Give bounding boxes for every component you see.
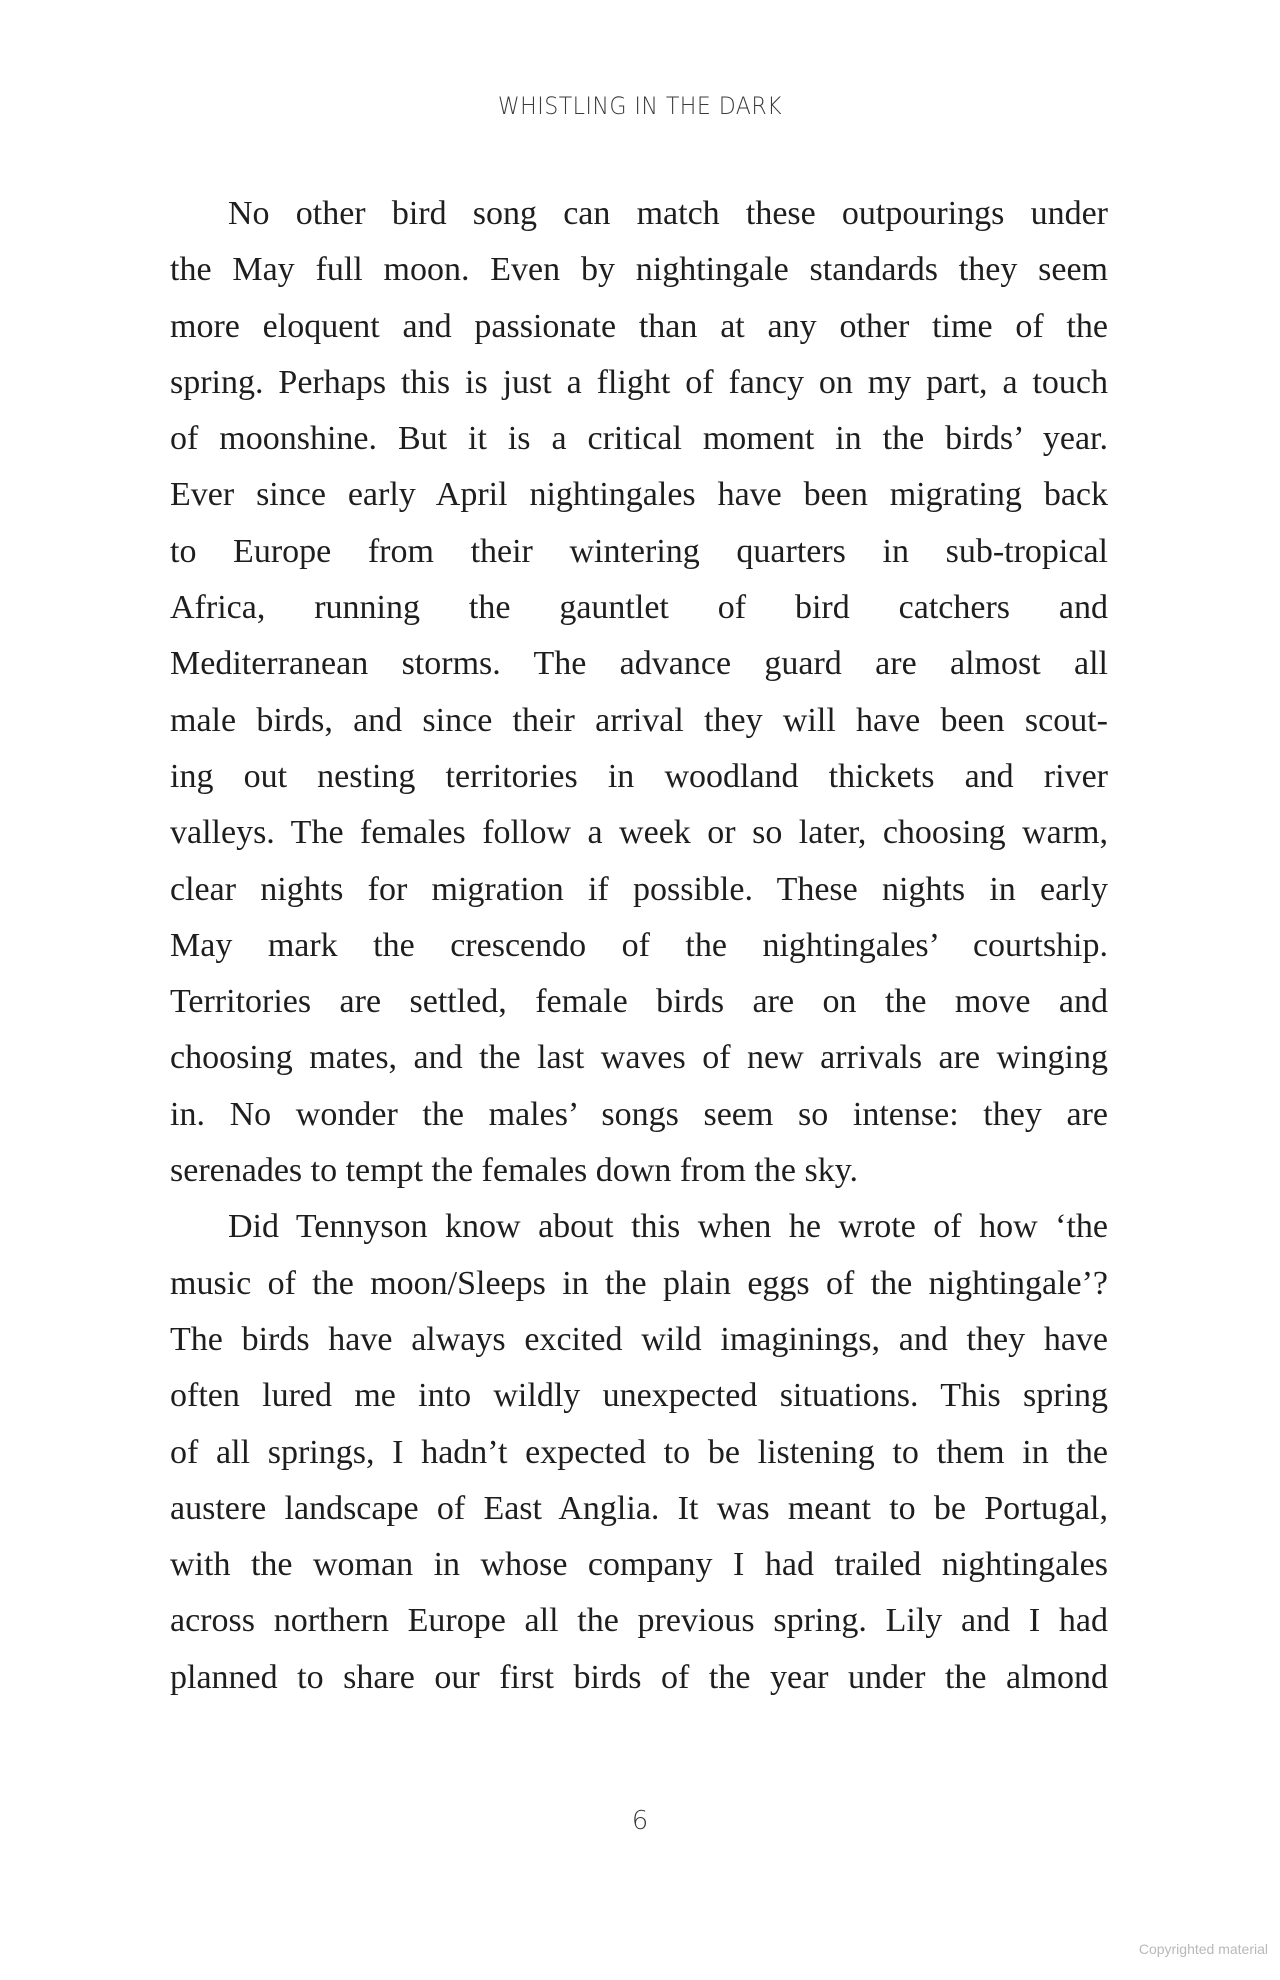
text-line: more eloquent and passionate than at any other time of the (170, 307, 1108, 345)
text-line: of all springs, I hadn’t expected to be listening to them in the (170, 1433, 1108, 1471)
text-line: with the woman in whose company I had trailed nightingales (170, 1546, 1108, 1584)
text-line: across northern Europe all the previous spring. Lily and I had (170, 1602, 1108, 1640)
text-line: valleys. The females follow a week or so later, choosing warm, (170, 814, 1108, 852)
paragraph-first-line: No other bird song can match these outpourings under (228, 195, 1108, 232)
running-head: WHISTLING IN THE DARK (497, 92, 783, 120)
text-line: Territories are settled, female birds are on the move and (170, 983, 1108, 1021)
text-line: ing out nesting territories in woodland thickets and river (170, 757, 1108, 795)
text-line: austere landscape of East Anglia. It was meant to be Portugal, (170, 1489, 1108, 1527)
text-line: of moonshine. But it is a critical moment in the birds’ year. (170, 420, 1108, 458)
body-text (170, 186, 1108, 1706)
text-line: the May full moon. Even by nightingale standards they seem (170, 251, 1108, 289)
text-line: often lured me into wildly unexpected situations. This spring (170, 1377, 1108, 1415)
text-line: clear nights for migration if possible. These nights in early (170, 870, 1108, 908)
text-line: music of the moon/Sleeps in the plain eggs of the nightingale’? (170, 1264, 1108, 1302)
paragraph-first-line: Did Tennyson know about this when he wrote of how ‘the (228, 1208, 1108, 1246)
text-line: in. No wonder the males’ songs seem so intense: they are (170, 1095, 1108, 1133)
text-line: May mark the crescendo of the nightingales’ courtship. (170, 926, 1108, 964)
text-line: Africa, running the gauntlet of bird catchers and (170, 589, 1108, 627)
text-line: Mediterranean storms. The advance guard are almost all (170, 645, 1108, 683)
text-line: male birds, and since their arrival they will have been scout- (170, 701, 1108, 739)
copyright-watermark: Copyrighted material (1138, 1941, 1268, 1957)
text-line: spring. Perhaps this is just a flight of fancy on my part, a touch (170, 363, 1108, 401)
text-line: Ever since early April nightingales have been migrating back (170, 476, 1108, 514)
text-line: choosing mates, and the last waves of new arrivals are winging (170, 1039, 1108, 1077)
text-line: serenades to tempt the females down from the sky. (170, 1152, 858, 1190)
page-number: 6 (631, 1806, 649, 1836)
text-line: planned to share our first birds of the year under the almond (170, 1658, 1108, 1696)
text-line: The birds have always excited wild imaginings, and they have (170, 1320, 1108, 1358)
text-line: to Europe from their wintering quarters in sub-tropical (170, 532, 1108, 570)
